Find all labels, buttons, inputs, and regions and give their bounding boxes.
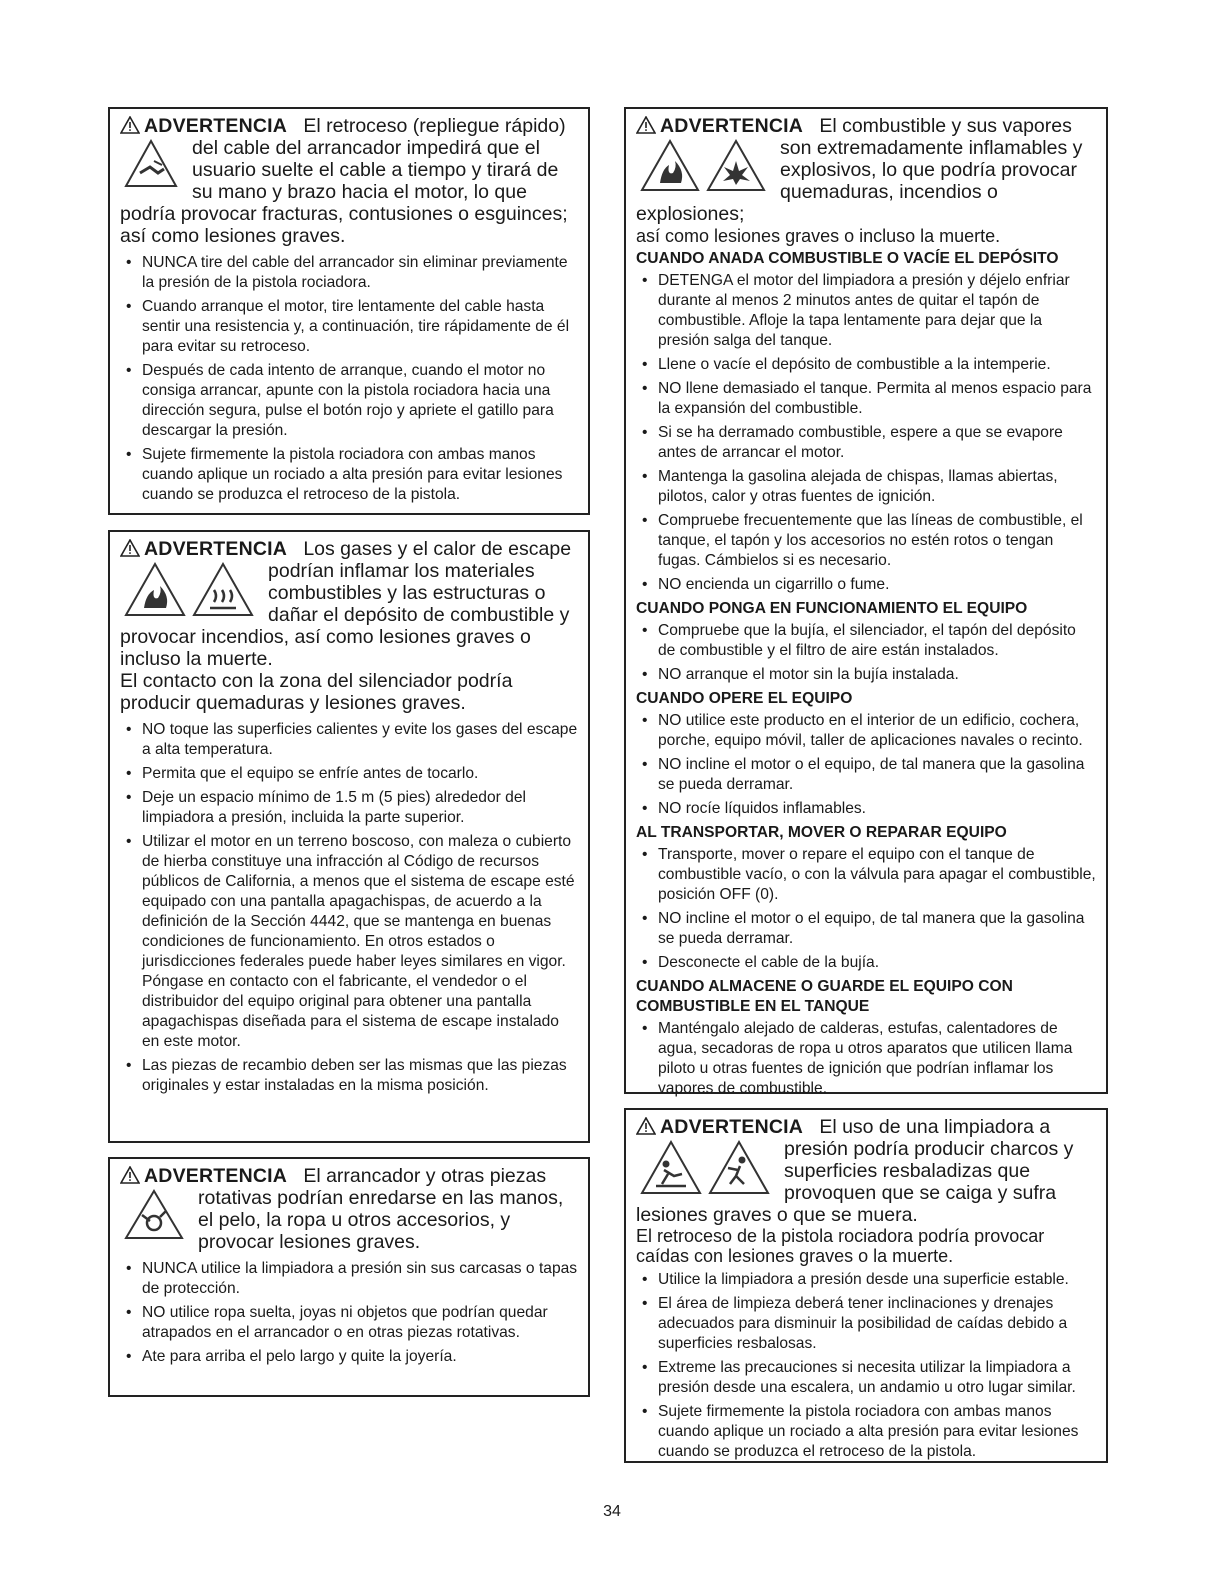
warning-bullet-list <box>636 621 1096 685</box>
bullet-item: • NUNCA utilice la limpiadora a presión sin sus carcasas o tapas de protección. <box>120 1259 578 1299</box>
bullet-item: • Utilizar el motor en un terreno boscoso, con maleza o cubierto de hierba constituye una infracción al Código de recursos públicos de California, a menos que el sistema de escape esté equipado con una pantalla apagachispas, de acuerdo a la definición de la Sección 4442, que se mantenga en buenas condiciones de funcionamiento. En otros estados o jurisdicciones federales puede haber leyes similares en vigor. Póngase en contacto con el fabricante, el vendedor o el distribuidor del equipo original para obtener una pantalla apagachispas diseñada para el sistema de escape instalado en este motor. <box>120 832 578 1052</box>
warning-head-line: provocar lesiones graves. <box>198 1231 421 1253</box>
bullet-item: • Utilice la limpiadora a presión desde una superficie estable. <box>636 1270 1096 1290</box>
section-heading: CUANDO ANADA COMBUSTIBLE O VACÍE EL DEPÓSITO <box>636 250 1059 267</box>
bullet-item: • Extreme las precauciones si necesita utilizar la limpiadora a presión desde una escalera, un andamio u otro lugar similar. <box>636 1358 1096 1398</box>
warning-head-line: lesiones graves o que se muera. <box>636 1204 918 1226</box>
warning-pictograms <box>124 139 184 194</box>
warning-head-line: quemaduras, incendios o explosiones; <box>636 181 998 225</box>
warning-pictograms <box>124 1189 190 1246</box>
recoil-fall-icon <box>708 1140 770 1196</box>
warning-pictograms <box>640 1140 776 1201</box>
warning-head-line: del cable del arrancador impedirá que el <box>192 137 540 159</box>
warning-head-line: el pelo, la ropa u otros accesorios, y <box>198 1209 511 1231</box>
warning-triangle-icon <box>636 116 656 134</box>
warning-intro: El arrancador y otras piezas <box>303 1165 547 1187</box>
warning-pictograms <box>640 139 772 198</box>
warning-word: ADVERTENCIA <box>144 1165 288 1187</box>
warning-head-line: presión podría producir charcos y <box>784 1138 1074 1160</box>
recoil-hand-icon <box>124 139 178 189</box>
warning-head-line: superficies resbaladizas que <box>784 1160 1031 1182</box>
warning-triangle-icon <box>120 116 140 134</box>
bullet-item: • Desconecte el cable de la bujía. <box>636 953 1096 973</box>
warning-head-line: provoquen que se caiga y sufra <box>784 1182 1057 1204</box>
warning-head-line: rotativas podrían enredarse en las manos, <box>198 1187 564 1209</box>
warning-triangle-icon <box>636 1117 656 1135</box>
warning-intro: El retroceso (repliegue rápido) <box>303 115 566 137</box>
warning-intro: Los gases y el calor de escape <box>303 538 572 560</box>
warning-bullet-list <box>636 1270 1096 1462</box>
warning-header <box>120 1165 578 1187</box>
warning-head-line: usuario suelte el cable a tiempo y tirará de <box>192 159 559 181</box>
warning-bullet-list <box>636 271 1096 595</box>
warning-bullet-list <box>636 845 1096 973</box>
warning-head-line: son extremadamente inflamables y <box>780 137 1083 159</box>
bullet-item: • Cuando arranque el motor, tire lentamente del cable hasta sentir una resistencia y, a continuación, tire rápidamente de él para evitar su retroceso. <box>120 297 578 357</box>
warning-triangle-icon <box>120 1166 140 1184</box>
warning-paragraph: podría provocar fracturas, contusiones o esguinces; así como lesiones graves. <box>120 203 568 247</box>
bullet-item: • Mantenga la gasolina alejada de chispas, llamas abiertas, pilotos, calor y otras fuentes de ignición. <box>636 467 1096 507</box>
warning-intro: El combustible y sus vapores <box>819 115 1072 137</box>
warning-triangle-icon <box>120 539 140 557</box>
warning-word: ADVERTENCIA <box>144 538 288 560</box>
bullet-item: • Deje un espacio mínimo de 1.5 m (5 pies) alrededor del limpiadora a presión, incluida la parte superior. <box>120 788 578 828</box>
bullet-item: • NO rocíe líquidos inflamables. <box>636 799 1096 819</box>
warning-bullet-list <box>120 253 578 505</box>
warning-bullet-list <box>636 1019 1096 1099</box>
warning-head-line: dañar el depósito de combustible y <box>268 604 570 626</box>
fire-icon <box>124 562 186 618</box>
bullet-item: • NO encienda un cigarrillo o fume. <box>636 575 1096 595</box>
bullet-item: • Transporte, mover o repare el equipo con el tanque de combustible vacío, o con la válvula para apagar el combustible, posición OFF (0). <box>636 845 1096 905</box>
bullet-item: • Sujete firmemente la pistola rociadora con ambas manos cuando aplique un rociado a alta presión para evitar lesiones cuando se produzca el retroceso de la pistola. <box>636 1402 1096 1462</box>
bullet-item: • NO incline el motor o el equipo, de tal manera que la gasolina se pueda derramar. <box>636 909 1096 949</box>
bullet-item: • Llene o vacíe el depósito de combustible a la intemperie. <box>636 355 1096 375</box>
warning-paragraph: así como lesiones graves o incluso la muerte. <box>636 226 1001 246</box>
bullet-item: • Compruebe frecuentemente que las líneas de combustible, el tanque, el tapón y los accesorios no estén rotos o tengan fugas. Cámbielos si es necesario. <box>636 511 1096 571</box>
bullet-item: • Si se ha derramado combustible, espere a que se evapore antes de arrancar el motor. <box>636 423 1096 463</box>
warning-box-slip-hazard <box>624 1108 1108 1463</box>
warning-box-fuel <box>624 107 1108 1097</box>
bullet-item: • Ate para arriba el pelo largo y quite la joyería. <box>120 1347 578 1367</box>
bullet-item: • DETENGA el motor del limpiadora a presión y déjelo enfriar durante al menos 2 minutos antes de quitar el tapón de combustible. Afloje la tapa lentamente para dejar que la presión salga del tanque. <box>636 271 1096 351</box>
warning-word: ADVERTENCIA <box>660 1116 804 1138</box>
warning-header <box>636 115 1096 137</box>
warning-bullet-list <box>636 711 1096 819</box>
fire-icon <box>640 139 700 193</box>
bullet-item: • NO arranque el motor sin la bujía instalada. <box>636 665 1096 685</box>
warning-box-exhaust <box>108 530 590 1143</box>
bullet-item: • NO utilice ropa suelta, joyas ni objetos que podrían quedar atrapados en el arrancador o en otras piezas rotativas. <box>120 1303 578 1343</box>
explosion-icon <box>706 139 766 193</box>
bullet-item: • NO utilice este producto en el interior de un edificio, cochera, porche, equipo móvil, taller de aplicaciones navales o recinto. <box>636 711 1096 751</box>
warning-paragraph: El contacto con la zona del silenciador podría producir quemaduras y lesiones graves. <box>120 670 513 714</box>
warning-word: ADVERTENCIA <box>660 115 804 137</box>
warning-head-line: explosivos, lo que podría provocar <box>780 159 1078 181</box>
entanglement-icon <box>124 1189 184 1241</box>
warning-intro: El uso de una limpiadora a <box>819 1116 1051 1138</box>
bullet-item: • NO toque las superficies calientes y evite los gases del escape a alta temperatura. <box>120 720 578 760</box>
bullet-item: • Compruebe que la bujía, el silenciador, el tapón del depósito de combustible y el filtro de aire están instalados. <box>636 621 1096 661</box>
warning-box-rotating-parts <box>108 1157 590 1397</box>
warning-pictograms <box>124 562 260 623</box>
bullet-item: • NO llene demasiado el tanque. Permita al menos espacio para la expansión del combustible. <box>636 379 1096 419</box>
warning-bullet-list <box>120 1259 578 1367</box>
warning-bullet-list <box>120 720 578 1096</box>
section-heading: AL TRANSPORTAR, MOVER O REPARAR EQUIPO <box>636 824 1007 841</box>
slip-fall-icon <box>640 1140 702 1196</box>
warning-header <box>120 115 578 137</box>
warning-paragraph: provocar incendios, así como lesiones graves o incluso la muerte. <box>120 626 531 670</box>
warning-header <box>120 538 578 560</box>
page-number: 34 <box>603 1503 621 1520</box>
section-heading: CUANDO ALMACENE O GUARDE EL EQUIPO CON COMBUSTIBLE EN EL TANQUE <box>636 978 1013 1015</box>
hot-surface-icon <box>192 562 254 618</box>
warning-header <box>636 1116 1096 1138</box>
bullet-item: • NO incline el motor o el equipo, de tal manera que la gasolina se pueda derramar. <box>636 755 1096 795</box>
bullet-item: • El área de limpieza deberá tener inclinaciones y drenajes adecuados para disminuir la posibilidad de caídas debido a superficies resbalosas. <box>636 1294 1096 1354</box>
bullet-item: • Permita que el equipo se enfríe antes de tocarlo. <box>120 764 578 784</box>
section-heading: CUANDO OPERE EL EQUIPO <box>636 690 853 707</box>
bullet-item: • Sujete firmemente la pistola rociadora con ambas manos cuando aplique un rociado a alta presión para evitar lesiones cuando se produzca el retroceso de la pistola. <box>120 445 578 505</box>
section-heading: CUANDO PONGA EN FUNCIONAMIENTO EL EQUIPO <box>636 600 1028 617</box>
warning-box-starter-recoil <box>108 107 590 515</box>
bullet-item: • Después de cada intento de arranque, cuando el motor no consiga arrancar, apunte con la pistola rociadora hacia una dirección segura, pulse el botón rojo y apriete el gatillo para descargar la presión. <box>120 361 578 441</box>
warning-word: ADVERTENCIA <box>144 115 288 137</box>
bullet-item: • NUNCA tire del cable del arrancador sin eliminar previamente la presión de la pistola rociadora. <box>120 253 578 293</box>
warning-paragraph: El retroceso de la pistola rociadora podría provocar caídas con lesiones graves o la muerte. <box>636 1226 1045 1266</box>
warning-head-line: su mano y brazo hacia el motor, lo que <box>192 181 527 203</box>
warning-head-line: combustibles y las estructuras o <box>268 582 546 604</box>
bullet-item: • Las piezas de recambio deben ser las mismas que las piezas originales y estar instaladas en la misma posición. <box>120 1056 578 1096</box>
bullet-item: • Manténgalo alejado de calderas, estufas, calentadores de agua, secadoras de ropa u otros aparatos que utilicen llama piloto u otras fuentes de ignición que podrían inflamar los vapores de combustible. <box>636 1019 1096 1099</box>
warning-head-line: podrían inflamar los materiales <box>268 560 535 582</box>
